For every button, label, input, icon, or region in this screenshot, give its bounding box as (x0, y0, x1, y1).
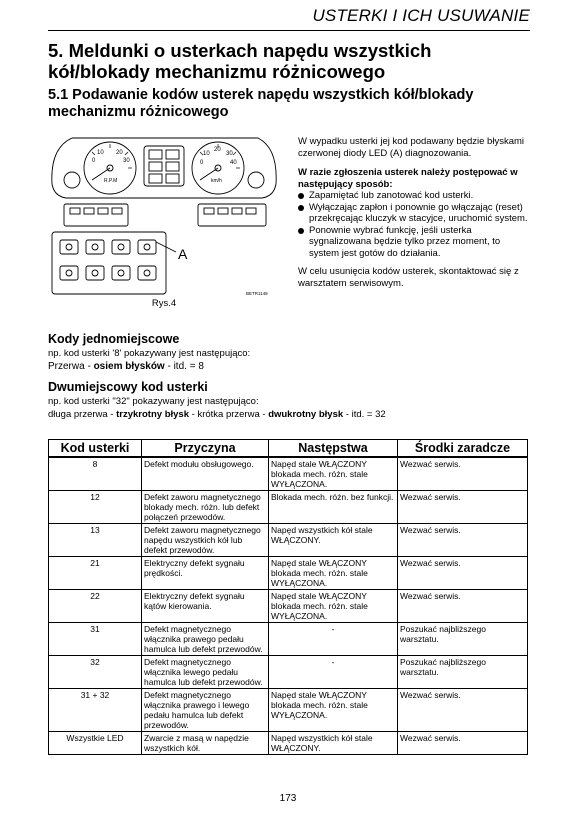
bullet-icon (298, 228, 304, 234)
cell-remedy: Poszukać najbliższego warsztatu. (398, 623, 528, 656)
cell-code: 21 (49, 557, 142, 590)
figure-caption: Rys.4 (151, 298, 177, 309)
right-gauge-tick: 20 (214, 147, 221, 153)
bullet-icon (298, 205, 304, 211)
table-row (49, 524, 528, 557)
cell-code: 13 (49, 524, 142, 557)
callout-label: A (178, 246, 188, 262)
list-item-text: Wyłączając zapłon i ponownie go włączając (reset) przekręcając kluczyk w stacyjce, uruchomić system. (309, 201, 528, 224)
cell-cause: Defekt zaworu magnetycznego blokady mech. różn. lub defekt połączeń przewodów. (142, 491, 269, 524)
instrument-panel-drawing (48, 132, 280, 298)
instructions-column (298, 136, 528, 297)
list-item (298, 225, 528, 260)
left-gauge-tick: 30 (123, 158, 130, 164)
right-gauge-unit: km/h (211, 178, 222, 184)
cell-remedy: Poszukać najbliższego warsztatu. (398, 656, 528, 689)
cell-effect: Blokada mech. różn. bez funkcji. (269, 491, 398, 524)
procedure-lead: W razie zgłoszenia usterek należy postępować w następujący sposób: (298, 167, 518, 190)
figure-ref-code: BETR1148 (246, 291, 268, 296)
single-digit-heading: Kody jednomiejscowe (48, 332, 180, 346)
list-item-text: Zapamiętać lub zanotować kod usterki. (309, 190, 474, 201)
cell-cause: Defekt zaworu magnetycznego napędu wszystkich kół lub defekt przewodów. (142, 524, 269, 557)
cell-code: Wszystkie LED (49, 732, 142, 755)
cell-remedy: Wezwać serwis. (398, 689, 528, 732)
table-row (49, 656, 528, 689)
subsection-heading: 5.1 Podawanie kodów usterek napędu wszystkich kół/blokady mechanizmu różnicowego (48, 87, 474, 120)
double-digit-heading: Dwumiejscowy kod usterki (48, 380, 208, 394)
left-gauge-tick: 20 (116, 150, 123, 156)
cell-code: 12 (49, 491, 142, 524)
left-gauge-unit: R.P.M (104, 178, 118, 184)
header-cause: Przyczyna (142, 440, 269, 458)
cell-remedy: Wezwać serwis. (398, 491, 528, 524)
single-digit-example: np. kod usterki '8' pokazywany jest następująco: (48, 348, 251, 359)
cell-effect: Napęd stale WŁĄCZONY blokada mech. różn. stale WYŁĄCZONA. (269, 557, 398, 590)
cell-cause: Elektryczny defekt sygnału prędkości. (142, 557, 269, 590)
single-digit-pattern: Przerwa - osiem błysków - itd. = 8 (48, 361, 204, 372)
cell-effect: - (269, 656, 398, 689)
header-rule (48, 30, 530, 31)
cell-effect: - (269, 623, 398, 656)
table-row (49, 623, 528, 656)
table-row (49, 689, 528, 732)
outro-paragraph: W celu usunięcia kodów usterek, skontaktować się z warsztatem serwisowym. (298, 266, 519, 289)
cell-cause: Defekt magnetycznego włącznika lewego pedału hamulca lub defekt przewodów. (142, 656, 269, 689)
double-digit-example: np. kod usterki "32" pokazywany jest następująco: (48, 396, 259, 407)
page-number: 173 (279, 793, 297, 804)
right-gauge-tick: 30 (226, 151, 233, 157)
cell-effect: Napęd wszystkich kół stale WŁĄCZONY. (269, 732, 398, 755)
table-row (49, 590, 528, 623)
cell-effect: Napęd stale WŁĄCZONY blokada mech. różn. stale WYŁĄCZONA. (269, 689, 398, 732)
procedure-list (298, 190, 528, 259)
cell-code: 32 (49, 656, 142, 689)
cell-cause: Defekt magnetycznego włącznika prawego i lewego pedału hamulca lub defekt przewodów. (142, 689, 269, 732)
list-item (298, 202, 528, 225)
table-row (49, 732, 528, 755)
table-row (49, 491, 528, 524)
cell-cause: Zwarcie z masą w napędzie wszystkich kół. (142, 732, 269, 755)
cell-remedy: Wezwać serwis. (398, 557, 528, 590)
instrument-panel-figure (48, 132, 280, 298)
cell-remedy: Wezwać serwis. (398, 732, 528, 755)
table-row (49, 557, 528, 590)
cell-remedy: Wezwać serwis. (398, 457, 528, 491)
cell-code: 22 (49, 590, 142, 623)
cell-code: 8 (49, 457, 142, 491)
cell-code: 31 (49, 623, 142, 656)
header-remedy: Środki zaradcze (398, 440, 528, 458)
right-gauge-tick: 40 (230, 160, 237, 166)
cell-remedy: Wezwać serwis. (398, 590, 528, 623)
left-gauge-tick: 10 (97, 150, 104, 156)
cell-cause: Elektryczny defekt sygnału kątów kierowania. (142, 590, 269, 623)
cell-effect: Napęd stale WŁĄCZONY blokada mech. różn. stale WYŁĄCZONA. (269, 457, 398, 491)
fault-code-table (48, 439, 528, 755)
left-gauge-tick: 0 (92, 158, 96, 164)
list-item-text: Ponownie wybrać funkcję, jeśli usterka sygnalizowana będzie tylko przez moment, to system jest gotów do działania. (309, 224, 501, 259)
header-effect: Następstwa (269, 440, 398, 458)
cell-effect: Napęd wszystkich kół stale WŁĄCZONY. (269, 524, 398, 557)
right-gauge-tick: 10 (203, 151, 210, 157)
table-row (49, 457, 528, 491)
double-digit-pattern: długa przerwa - trzykrotny błysk - krótka przerwa - dwukrotny błysk - itd. = 32 (48, 409, 386, 420)
bullet-icon (298, 193, 304, 199)
cell-cause: Defekt magnetycznego włącznika prawego pedału hamulca lub defekt przewodów. (142, 623, 269, 656)
cell-code: 31 + 32 (49, 689, 142, 732)
header-code: Kod usterki (49, 440, 142, 458)
right-gauge-tick: 0 (200, 160, 204, 166)
cell-remedy: Wezwać serwis. (398, 524, 528, 557)
cell-cause: Defekt modułu obsługowego. (142, 457, 269, 491)
intro-paragraph: W wypadku usterki jej kod podawany będzie błyskami czerwonej diody LED (A) diagnozowania. (298, 136, 524, 159)
section-heading: 5. Meldunki o usterkach napędu wszystkich kół/blokady mechanizmu różnicowego (48, 40, 432, 82)
table-header-row (49, 440, 528, 458)
running-header: USTERKI I ICH USUWANIE (312, 6, 530, 25)
cell-effect: Napęd stale WŁĄCZONY blokada mech. różn. stale WYŁĄCZONA. (269, 590, 398, 623)
list-item (298, 190, 528, 202)
